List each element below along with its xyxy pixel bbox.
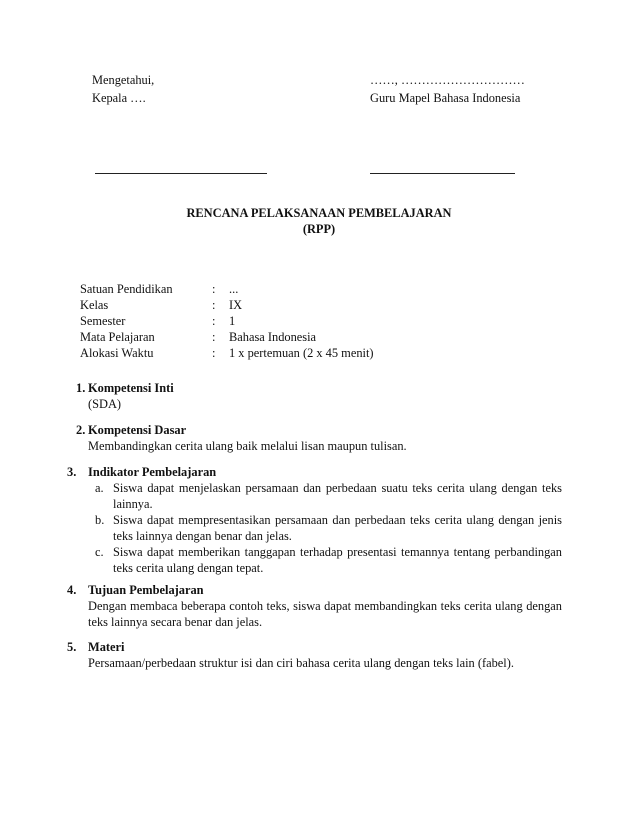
identity-label: Alokasi Waktu xyxy=(80,346,154,360)
identity-value: ... xyxy=(229,282,239,296)
section-4-body: Dengan membaca beberapa contoh teks, siswa dapat membandingkan teks cerita ulang dengan teks lainnya secara benar dan jelas. xyxy=(88,599,562,629)
section-4-title: Tujuan Pembelajaran xyxy=(88,583,204,597)
identity-value: 1 xyxy=(229,314,236,328)
indicator-b-marker: b. xyxy=(95,513,105,527)
identity-value: 1 x pertemuan (2 x 45 menit) xyxy=(229,346,374,360)
identity-separator: : xyxy=(212,346,216,360)
signature-line-left xyxy=(95,173,267,174)
identity-label: Mata Pelajaran xyxy=(80,330,155,344)
indicator-a-marker: a. xyxy=(95,481,104,495)
identity-value: IX xyxy=(229,298,243,312)
section-5-number: 5. xyxy=(67,640,77,654)
identity-label: Kelas xyxy=(80,298,109,312)
document-title: RENCANA PELAKSANAAN PEMBELAJARAN xyxy=(186,206,452,220)
indicator-c-text: Siswa dapat memberikan tanggapan terhadap presentasi temannya tentang perbandingan teks cerita ulang dengan tepat. xyxy=(113,545,562,575)
indicator-a-text: Siswa dapat menjelaskan persamaan dan perbedaan suatu teks cerita ulang dengan teks lainnya. xyxy=(113,481,562,511)
section-5-body: Persamaan/perbedaan struktur isi dan ciri bahasa cerita ulang dengan teks lain (fabel). xyxy=(88,656,514,670)
identity-label: Semester xyxy=(80,314,126,328)
indicator-b-text: Siswa dapat mempresentasikan persamaan dan perbedaan teks cerita ulang dengan jenis teks lainnya dengan benar dan jelas. xyxy=(113,513,562,543)
section-4-number: 4. xyxy=(67,583,77,597)
identity-separator: : xyxy=(212,314,216,328)
document-subtitle: (RPP) xyxy=(302,222,336,236)
section-2-title: Kompetensi Dasar xyxy=(88,423,187,437)
section-2-number: 2. xyxy=(76,423,86,437)
signature-right-line2: Guru Mapel Bahasa Indonesia xyxy=(370,91,521,105)
indicator-c-marker: c. xyxy=(95,545,104,559)
section-5-title: Materi xyxy=(88,640,125,654)
signature-right-line1: ……, ………………………… xyxy=(370,73,525,87)
identity-label: Satuan Pendidikan xyxy=(80,282,173,296)
section-3-title: Indikator Pembelajaran xyxy=(88,465,217,479)
identity-value: Bahasa Indonesia xyxy=(229,330,317,344)
section-1-number: 1. xyxy=(76,381,86,395)
signature-left-line1: Mengetahui, xyxy=(92,73,155,87)
section-2-body: Membandingkan cerita ulang baik melalui lisan maupun tulisan. xyxy=(88,439,407,453)
section-1-title: Kompetensi Inti xyxy=(88,381,174,395)
signature-line-right xyxy=(370,173,515,174)
section-1-body: (SDA) xyxy=(88,397,122,411)
identity-separator: : xyxy=(212,298,216,312)
identity-separator: : xyxy=(212,282,216,296)
section-3-number: 3. xyxy=(67,465,77,479)
identity-separator: : xyxy=(212,330,216,344)
signature-left-line2: Kepala …. xyxy=(92,91,146,105)
